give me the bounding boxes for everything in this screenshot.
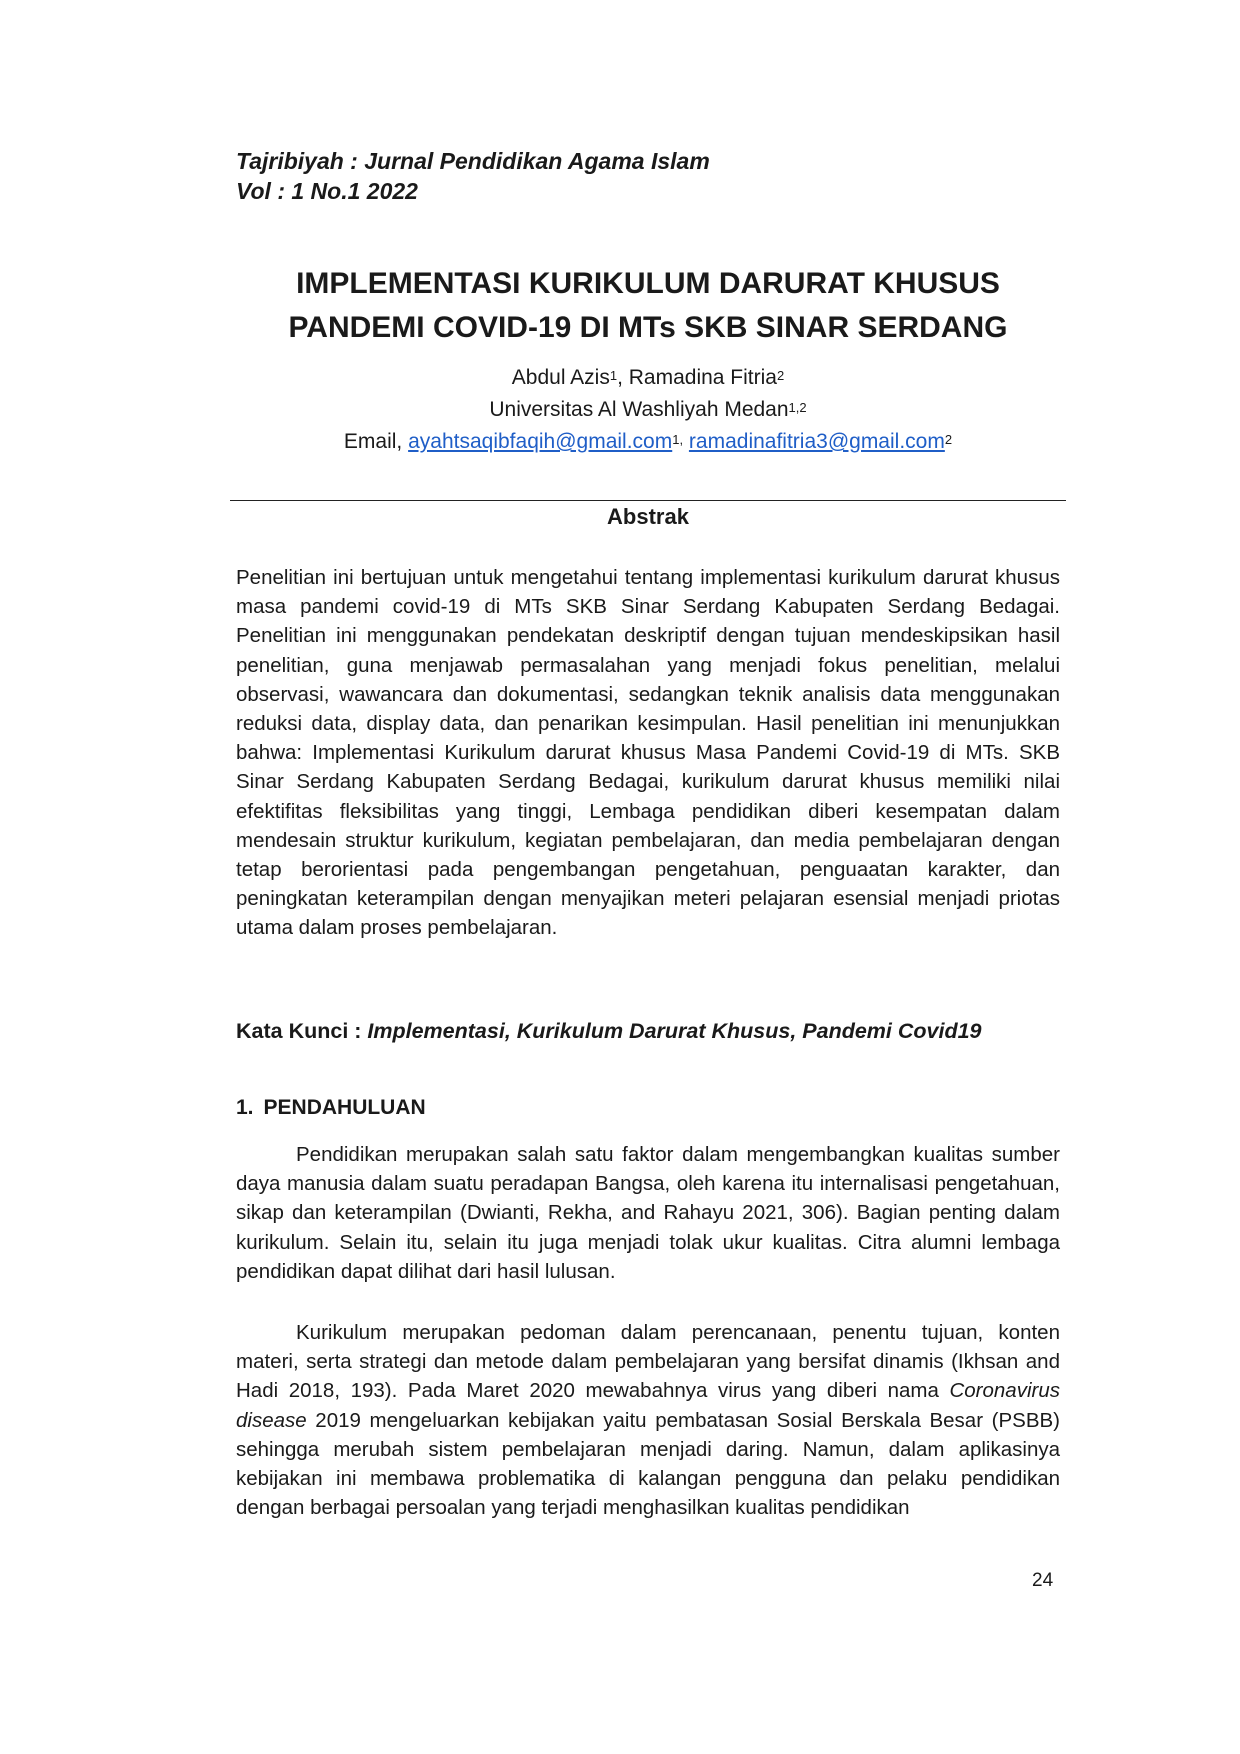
journal-header bbox=[236, 146, 710, 206]
author-2: Ramadina Fitria bbox=[628, 366, 777, 389]
author-2-superscript: 2 bbox=[776, 368, 785, 383]
affiliation-superscript: 1,2 bbox=[788, 400, 807, 415]
keywords-line bbox=[236, 1016, 1076, 1046]
paragraph-2-after: 2019 mengeluarkan kebijakan yaitu pembatasan Sosial Berskala Besar (PSBB) sehingga merubah sistem pembelajaran menjadi daring. Namun, dalam aplikasinya kebijakan ini membawa problematika di kalangan pengguna dan pelaku pendidikan dengan berbagai persoalan yang terjadi menghasilkan kualitas pendidikan bbox=[236, 1408, 1060, 1520]
paper-title bbox=[236, 262, 1060, 350]
section-heading bbox=[236, 1093, 426, 1123]
paper-title-line-1: IMPLEMENTASI KURIKULUM DARURAT KHUSUS bbox=[296, 267, 1000, 300]
author-line bbox=[236, 362, 1060, 394]
abstract-heading: Abstrak bbox=[607, 504, 689, 529]
author-block bbox=[236, 362, 1060, 458]
journal-name: Tajribiyah : Jurnal Pendidikan Agama Islam bbox=[236, 148, 710, 174]
email-line bbox=[236, 426, 1060, 458]
journal-volume: Vol : 1 No.1 2022 bbox=[236, 178, 418, 204]
keywords-terms: Implementasi, Kurikulum Darurat Khusus, Pandemi Covid19 bbox=[367, 1019, 982, 1043]
paper-title-line-2: PANDEMI COVID-19 DI MTs SKB SINAR SERDANG bbox=[288, 311, 1008, 344]
paragraph-1: Pendidikan merupakan salah satu faktor dalam mengembangkan kualitas sumber daya manusia dalam suatu peradapan Bangsa, oleh karena itu internalisasi pengetahuan, sikap dan keterampilan (Dwianti, Rekha, and Rahayu 2021, 306). Bagian penting dalam kurikulum. Selain itu, selain itu juga menjadi tolak ukur kualitas. Citra alumni lembaga pendidikan dapat dilihat dari hasil lulusan. bbox=[236, 1143, 1060, 1283]
paragraph-2-italic-term: Coronavirus disease bbox=[236, 1379, 1060, 1432]
page-number: 24 bbox=[1032, 1570, 1054, 1591]
email-1-superscript: 1, bbox=[672, 432, 684, 447]
keywords-label: Kata Kunci : bbox=[236, 1019, 368, 1043]
horizontal-divider bbox=[230, 500, 1066, 501]
paragraph-2 bbox=[236, 1318, 1060, 1522]
author-1: Abdul Azis bbox=[511, 366, 610, 389]
email-2-superscript: 2 bbox=[944, 432, 953, 447]
section-title: PENDAHULUAN bbox=[263, 1096, 426, 1119]
abstract-text: Penelitian ini bertujuan untuk mengetahui tentang implementasi kurikulum darurat khusus masa pandemi covid-19 di MTs SKB Sinar Serdang Kabupaten Serdang Bedagai. Penelitian ini menggunakan pendekatan deskriptif dengan tujuan mendeskipsikan hasil penelitian, guna menjawab permasalahan yang menjadi fokus penelitian, melalui observasi, wawancara dan dokumentasi, sedangkan teknik analisis data menggunakan reduksi data, display data, dan penarikan kesimpulan. Hasil penelitian ini menunjukkan bahwa: Implementasi Kurikulum darurat khusus Masa Pandemi Covid-19 di MTs. SKB Sinar Serdang Kabupaten Serdang Bedagai, kurikulum darurat khusus memiliki nilai efektifitas fleksibilitas yang tinggi, Lembaga pendidikan diberi kesempatan dalam mendesain struktur kurikulum, kegiatan pembelajaran, dan media pembelajaran dengan tetap berorientasi pada pengembangan pengetahuan, penguaatan karakter, dan peningkatan keterampilan dengan menyajikan meteri pelajaran esensial menjadi priotas utama dalam proses pembelajaran. bbox=[236, 566, 1060, 940]
email-link-1[interactable]: ayahtsaqibfaqih@gmail.com bbox=[408, 430, 673, 453]
section-number: 1. bbox=[236, 1096, 254, 1119]
affiliation-line bbox=[236, 394, 1060, 426]
paragraph-2-before: Kurikulum merupakan pedoman dalam perencanaan, penentu tujuan, konten materi, serta strategi dan metode dalam pembelajaran yang bersifat dinamis (Ikhsan and Hadi 2018, 193). Pada Maret 2020 mewabahnya virus yang diberi nama bbox=[236, 1321, 1060, 1403]
affiliation: Universitas Al Washliyah Medan bbox=[489, 398, 789, 421]
email-link-2[interactable]: ramadinafitria3@gmail.com bbox=[688, 430, 945, 453]
author-separator: , bbox=[617, 366, 629, 389]
author-1-superscript: 1 bbox=[609, 368, 618, 383]
email-label: Email, bbox=[343, 430, 409, 453]
